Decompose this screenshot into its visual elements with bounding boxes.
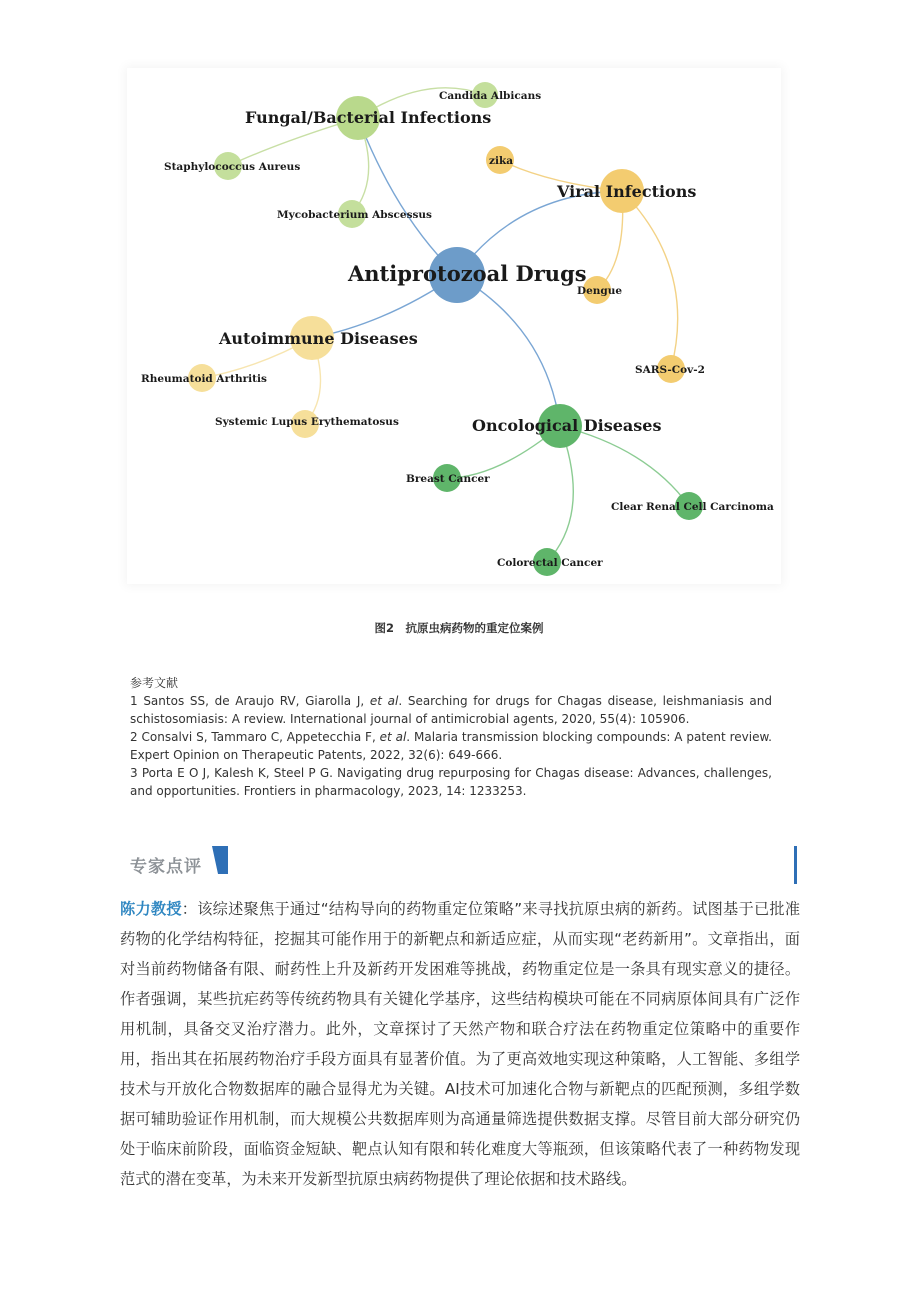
reference-item-2 — [130, 728, 772, 764]
label-dengue: Dengue — [577, 285, 623, 297]
label-colorectal: Colorectal Cancer — [497, 557, 603, 569]
expert-commentary — [120, 894, 800, 1194]
figure-network-diagram — [127, 68, 781, 584]
ref-etal: et al — [379, 730, 407, 744]
label-sars: SARS-Cov-2 — [635, 364, 705, 376]
label-lupus: Systemic Lupus Erythematosus — [215, 416, 399, 428]
label-staph: Staphylococcus Aureus — [164, 161, 301, 173]
author-separator: ： — [181, 900, 198, 918]
section-divider — [794, 846, 797, 884]
label-renal: Clear Renal Cell Carcinoma — [611, 501, 774, 513]
label-rheuma: Rheumatoid Arthritis — [141, 373, 267, 385]
label-fungal: Fungal/Bacterial Infections — [245, 108, 492, 127]
ref-text: 1 Santos SS, de Araujo RV, Giarolla J, — [130, 694, 370, 708]
references — [130, 674, 772, 800]
label-oncology: Oncological Diseases — [472, 416, 662, 435]
label-breast: Breast Cancer — [406, 473, 490, 485]
label-candida: Candida Albicans — [439, 90, 542, 102]
ref-text: . Malaria transmission blocking compounds: A patent review. Expert Opinion on Therapeutic Patents, 2022, 32(6): 649-666. — [130, 730, 772, 762]
label-zika: zika — [489, 155, 514, 167]
label-autoimmune: Autoimmune Diseases — [219, 329, 418, 348]
edge-oncology-renal — [560, 426, 689, 506]
edge-viral-sars — [622, 191, 678, 369]
label-center: Antiprotozoal Drugs — [348, 261, 587, 286]
ref-etal: et al — [369, 694, 399, 708]
network-svg — [127, 68, 781, 584]
section-title: 专家点评 — [130, 857, 202, 877]
ref-text: 3 Porta E O J, Kalesh K, Steel P G. Navigating drug repurposing for Chagas disease: Advances, challenges, and opportunities. Frontiers in pharmacology, 2023, 14: 1233253. — [130, 766, 772, 798]
expert-section-header — [130, 846, 800, 886]
ref-text: 2 Consalvi S, Tammaro C, Appetecchia F, — [130, 730, 380, 744]
commentary-text: 该综述聚焦于通过“结构导向的药物重定位策略”来寻找抗原虫病的新药。试图基于已批准药物的化学结构特征，挖掘其可能作用于的新靶点和新适应症，从而实现“老药新用”。文章指出，面对当前药物储备有限、耐药性上升及新药开发困难等挑战，药物重定位是一条具有现实意义的捷径。作者强调，某些抗疟药等传统药物具有关键化学基序，这些结构模块可能在不同病原体间具有广泛作用机制，具备交叉治疗潜力。此外，文章探讨了天然产物和联合疗法在药物重定位策略中的重要作用，指出其在拓展药物治疗手段方面具有显著价值。为了更高效地实现这种策略，人工智能、多组学技术与开放化合物数据库的融合显得尤为关键。AI技术可加速化合物与新靶点的匹配预测，多组学数据可辅助验证作用机制，而大规模公共数据库则为高通量筛选提供数据支撑。尽管目前大部分研究仍处于临床前阶段，面临资金短缺、靶点认知有限和转化难度大等瓶颈，但该策略代表了一种药物发现范式的潜在变革，为未来开发新型抗原虫病药物提供了理论依据和技术路线。 — [120, 900, 801, 1188]
label-viral: Viral Infections — [557, 182, 697, 201]
ref-text: . Searching for drugs for Chagas disease, leishmaniasis and schistosomiasis: A review. International journal of antimicrobial agents, 2020, 55(4): 105906. — [130, 694, 773, 726]
author-name: 陈力教授 — [120, 900, 182, 918]
label-myco: Mycobacterium Abscessus — [277, 209, 432, 221]
section-flag-icon — [212, 846, 228, 874]
reference-item-1 — [130, 692, 772, 728]
references-heading: 参考文献 — [130, 676, 179, 690]
figure-caption: 图2 抗原虫病药物的重定位案例 — [374, 621, 544, 635]
reference-item-3 — [130, 764, 772, 800]
